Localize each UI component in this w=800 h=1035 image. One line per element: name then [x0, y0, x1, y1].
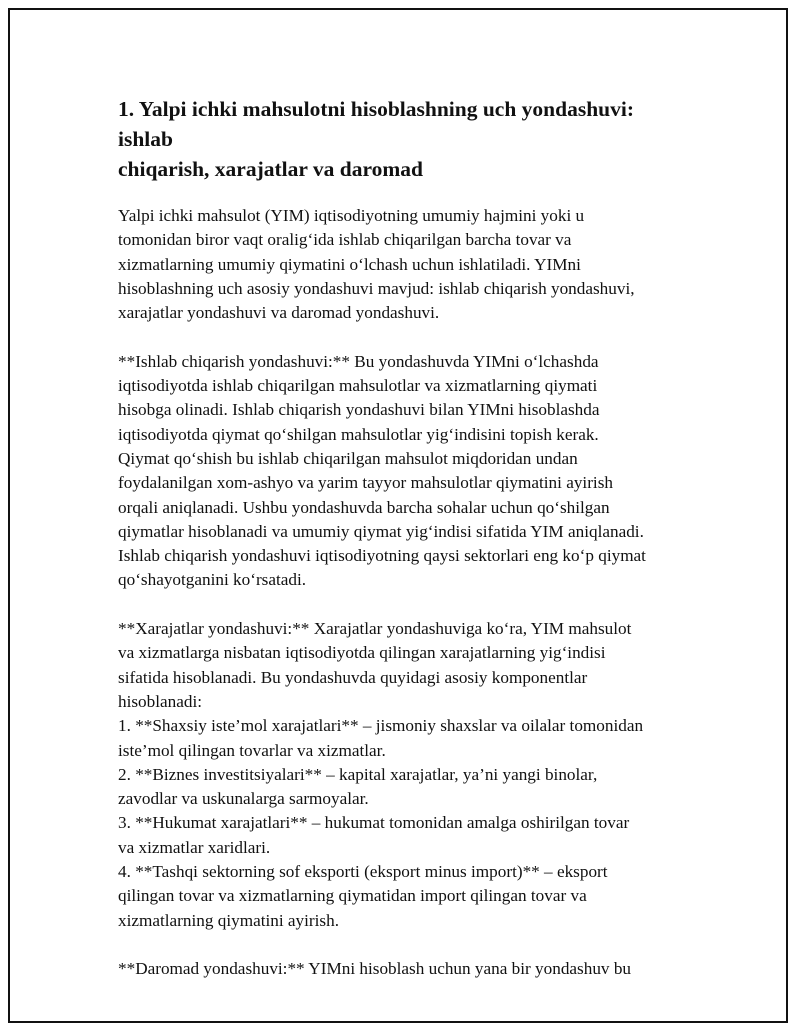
text-line: xarajatlar yondashuvi va daromad yondashuvi.	[118, 303, 440, 323]
paragraph-production-approach	[118, 350, 688, 593]
text-line: zavodlar va uskunalarga sarmoyalar.	[118, 789, 369, 809]
text-line: iqtisodiyotda ishlab chiqarilgan mahsulotlar va xizmatlarning qiymati	[118, 376, 598, 396]
list-item: 4. **Tashqi sektorning sof eksporti (eksport minus import)** – eksport	[118, 862, 608, 882]
heading-line: 1. Yalpi ichki mahsulotni hisoblashning uch yondashuvi: ishlab	[118, 97, 635, 151]
text-line: **Ishlab chiqarish yondashuvi:** Bu yondashuvda YIMni o‘lchashda	[118, 351, 599, 371]
list-item: 3. **Hukumat xarajatlari** – hukumat tomonidan amalga oshirilgan tovar	[118, 813, 630, 833]
text-line: tomonidan biror vaqt oralig‘ida ishlab chiqarilgan barcha tovar va	[118, 230, 572, 250]
text-line: xizmatlarning umumiy qiymatini o‘lchash uchun ishlatiladi. YIMni	[118, 254, 581, 274]
text-line: hisobga olinadi. Ishlab chiqarish yondashuvi bilan YIMni hisoblashda	[118, 400, 600, 420]
text-line: hisoblanadi:	[118, 691, 203, 711]
text-line: iqtisodiyotda qiymat qo‘shilgan mahsulotlar yig‘indisini topish kerak.	[118, 424, 599, 444]
section-heading	[118, 94, 688, 184]
text-line: Ishlab chiqarish yondashuvi iqtisodiyotning qaysi sektorlari eng ko‘p qiymat	[118, 546, 646, 566]
text-line: va xizmatlarga nisbatan iqtisodiyotda qilingan xarajatlarning yig‘indisi	[118, 643, 606, 663]
text-line: va xizmatlar xaridlari.	[118, 837, 271, 857]
text-line: iste’mol qilingan tovarlar va xizmatlar.	[118, 740, 386, 760]
text-line: **Daromad yondashuvi:** YIMni hisoblash uchun yana bir yondashuv bu	[118, 959, 632, 979]
list-item: 1. **Shaxsiy iste’mol xarajatlari** – jismoniy shaxslar va oilalar tomonidan	[118, 716, 644, 736]
list-item: 2. **Biznes investitsiyalari** – kapital xarajatlar, ya’ni yangi binolar,	[118, 764, 598, 784]
text-line: qiymatlar hisoblanadi va umumiy qiymat yig‘indisi sifatida YIM aniqlanadi.	[118, 521, 644, 541]
text-line: **Xarajatlar yondashuvi:** Xarajatlar yondashuviga ko‘ra, YIM mahsulot	[118, 619, 632, 639]
text-line: sifatida hisoblanadi. Bu yondashuvda quyidagi asosiy komponentlar	[118, 667, 588, 687]
text-line: orqali aniqlanadi. Ushbu yondashuvda barcha sohalar uchun qo‘shilgan	[118, 497, 610, 517]
document-body	[118, 94, 688, 982]
heading-line: chiqarish, xarajatlar va daromad	[118, 157, 423, 181]
text-line: qo‘shayotganini ko‘rsatadi.	[118, 570, 307, 590]
paragraph-expenditure-approach	[118, 617, 688, 933]
text-line: xizmatlarning qiymatini ayirish.	[118, 910, 340, 930]
text-line: Yalpi ichki mahsulot (YIM) iqtisodiyotning umumiy hajmini yoki u	[118, 206, 585, 225]
paragraph-intro	[118, 204, 688, 325]
paragraph-income-approach	[118, 957, 688, 981]
text-line: qilingan tovar va xizmatlarning qiymatidan import qilingan tovar va	[118, 886, 587, 906]
text-line: Qiymat qo‘shish bu ishlab chiqarilgan mahsulot miqdoridan undan	[118, 448, 578, 468]
text-line: foydalanilgan xom-ashyo va yarim tayyor mahsulotlar qiymatini ayirish	[118, 473, 613, 493]
text-line: hisoblashning uch asosiy yondashuvi mavjud: ishlab chiqarish yondashuvi,	[118, 278, 635, 298]
